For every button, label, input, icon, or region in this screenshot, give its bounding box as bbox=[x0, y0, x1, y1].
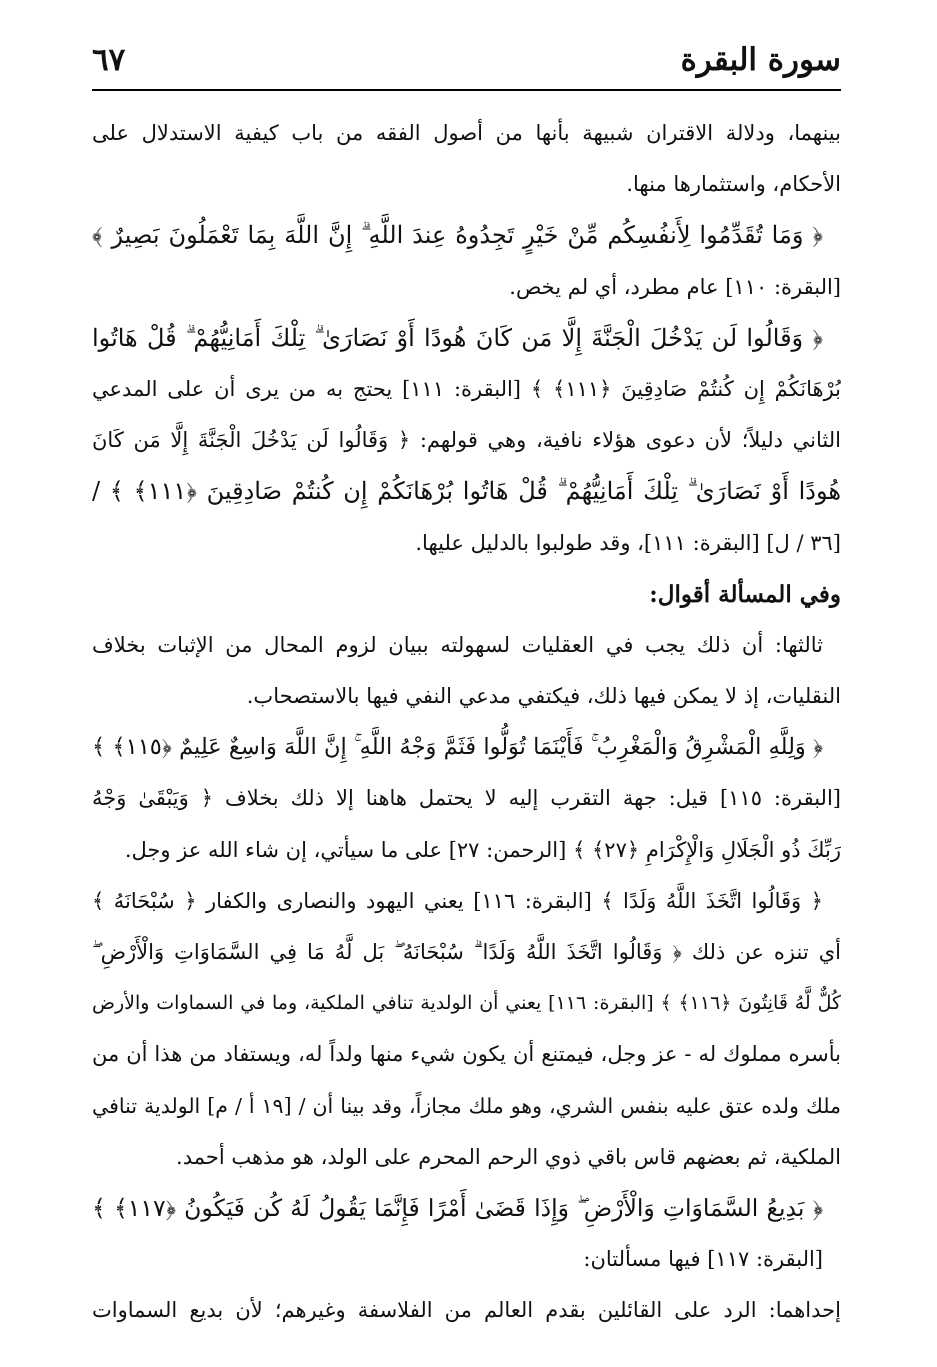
verse-line: هُودًا أَوْ نَصَارَىٰ ۗ تِلْكَ أَمَانِيُّهُمْ ۗ قُلْ هَاتُوا بُرْهَانَكُمْ إِن كُنتُمْ صَادِقِينَ ﴿١١١﴾ ﴾ / bbox=[92, 477, 841, 506]
text-line: كُلٌّ لَّهُ قَانِتُونَ ﴿١١٦﴾ ﴾ [البقرة: ١١٦] يعني أن الولدية تنافي الملكية، وما في السماوات والأرض bbox=[92, 992, 841, 1015]
text-line: الملكية، ثم بعضهم قاس باقي ذوي الرحم المحرم على الولد، هو مذهب أحمد. bbox=[176, 1144, 841, 1169]
text-line: بُرْهَانَكُمْ إِن كُنتُمْ صَادِقِينَ ﴿١١١﴾ ﴾ [البقرة: ١١١] يحتج به من يرى أن على المدعي bbox=[92, 376, 841, 401]
text-line: ملك ولده عتق عليه بنفس الشري، وهو ملك مجازاً، وقد بينا أن / [١٩ أ / م] الولدية تنافي bbox=[92, 1093, 841, 1118]
page-body bbox=[92, 108, 841, 1337]
text-line: إحداهما: الرد على القائلين بقدم العالم من الفلاسفة وغيرهم؛ لأن بديع السماوات bbox=[92, 1298, 841, 1323]
text-line: [البقرة: ١١٧] فيها مسألتان: bbox=[583, 1247, 823, 1272]
verse-line: ﴿ وَقَالُوا اتَّخَذَ اللَّهُ وَلَدًا ﴾ [البقرة: ١١٦] يعني اليهود والنصارى والكفار ﴿ سُبْحَانَهُ ﴾ bbox=[92, 888, 823, 913]
text-line: الثاني دليلاً؛ لأن دعوى هؤلاء نافية، وهي قولهم: ﴿ وَقَالُوا لَن يَدْخُلَ الْجَنَّةَ إِلَّا مَن كَانَ bbox=[92, 428, 841, 453]
header-rule bbox=[92, 89, 841, 91]
text-line: أي تنزه عن ذلك ﴿ وَقَالُوا اتَّخَذَ اللَّهُ وَلَدًا ۗ سُبْحَانَهُ ۖ بَل لَّهُ مَا فِي السَّمَاوَاتِ وَالْأَرْضِ ۖ bbox=[92, 940, 841, 964]
subheading: وفي المسألة أقوال: bbox=[649, 580, 841, 608]
text-line: الأحكام، واستثمارها منها. bbox=[626, 172, 841, 197]
page-number: ٦٧ bbox=[92, 42, 126, 78]
page-header bbox=[92, 38, 841, 88]
text-line: النقليات، إذ لا يمكن فيها ذلك، فيكتفي مدعي النفي فيها بالاستصحاب. bbox=[246, 684, 841, 709]
verse-line: ﴿ وَلِلَّهِ الْمَشْرِقُ وَالْمَغْرِبُ ۚ فَأَيْنَمَا تُوَلُّوا فَثَمَّ وَجْهُ اللَّهِ ۚ إِنَّ اللَّهَ وَاسِعٌ عَلِيمٌ ﴿١١٥﴾ ﴾ bbox=[92, 734, 823, 761]
verse-line: ﴿ وَقَالُوا لَن يَدْخُلَ الْجَنَّةَ إِلَّا مَن كَانَ هُودًا أَوْ نَصَارَىٰ ۗ تِلْكَ أَمَانِيُّهُمْ ۗ قُلْ هَاتُوا bbox=[92, 323, 823, 352]
text-line: [البقرة: ١١٠] عام مطرد، أي لم يخص. bbox=[509, 274, 841, 299]
verse-line: ﴿ بَدِيعُ السَّمَاوَاتِ وَالْأَرْضِ ۖ وَإِذَا قَضَىٰ أَمْرًا فَإِنَّمَا يَقُولُ لَهُ كُن فَيَكُونُ ﴿١١٧﴾ ﴾ bbox=[92, 1193, 823, 1222]
verse-line: ﴿ وَمَا تُقَدِّمُوا لِأَنفُسِكُم مِّنْ خَيْرٍ تَجِدُوهُ عِندَ اللَّهِ ۗ إِنَّ اللَّهَ بِمَا تَعْمَلُونَ بَصِيرٌ ﴾ bbox=[92, 221, 823, 250]
text-line: [٣٦ / ل] [البقرة: ١١١]، وقد طولبوا بالدليل عليها. bbox=[415, 530, 841, 555]
text-line: ثالثها: أن ذلك يجب في العقليات لسهولته ببيان لزوم المحال من الإثبات بخلاف bbox=[92, 632, 823, 657]
text-line: بأسره مملوك له - عز وجل، فيمتنع أن يكون شيء منها ولداً له، ويستفاد من هذا أن من bbox=[92, 1042, 841, 1067]
text-line: بينهما، ودلالة الاقتران شبيهة بأنها من أصول الفقه من باب كيفية الاستدلال على bbox=[92, 121, 841, 145]
text-line: رَبِّكَ ذُو الْجَلَالِ وَالْإِكْرَامِ ﴿٢٧﴾ ﴾ [الرحمن: ٢٧] على ما سيأتي، إن شاء الله عز وجل. bbox=[124, 837, 841, 862]
text-line: [البقرة: ١١٥] قيل: جهة التقرب إليه لا يحتمل هاهنا إلا ذلك بخلاف ﴿ وَيَبْقَىٰ وَجْهُ bbox=[92, 786, 841, 811]
surah-title: سورة البقرة bbox=[680, 42, 841, 78]
